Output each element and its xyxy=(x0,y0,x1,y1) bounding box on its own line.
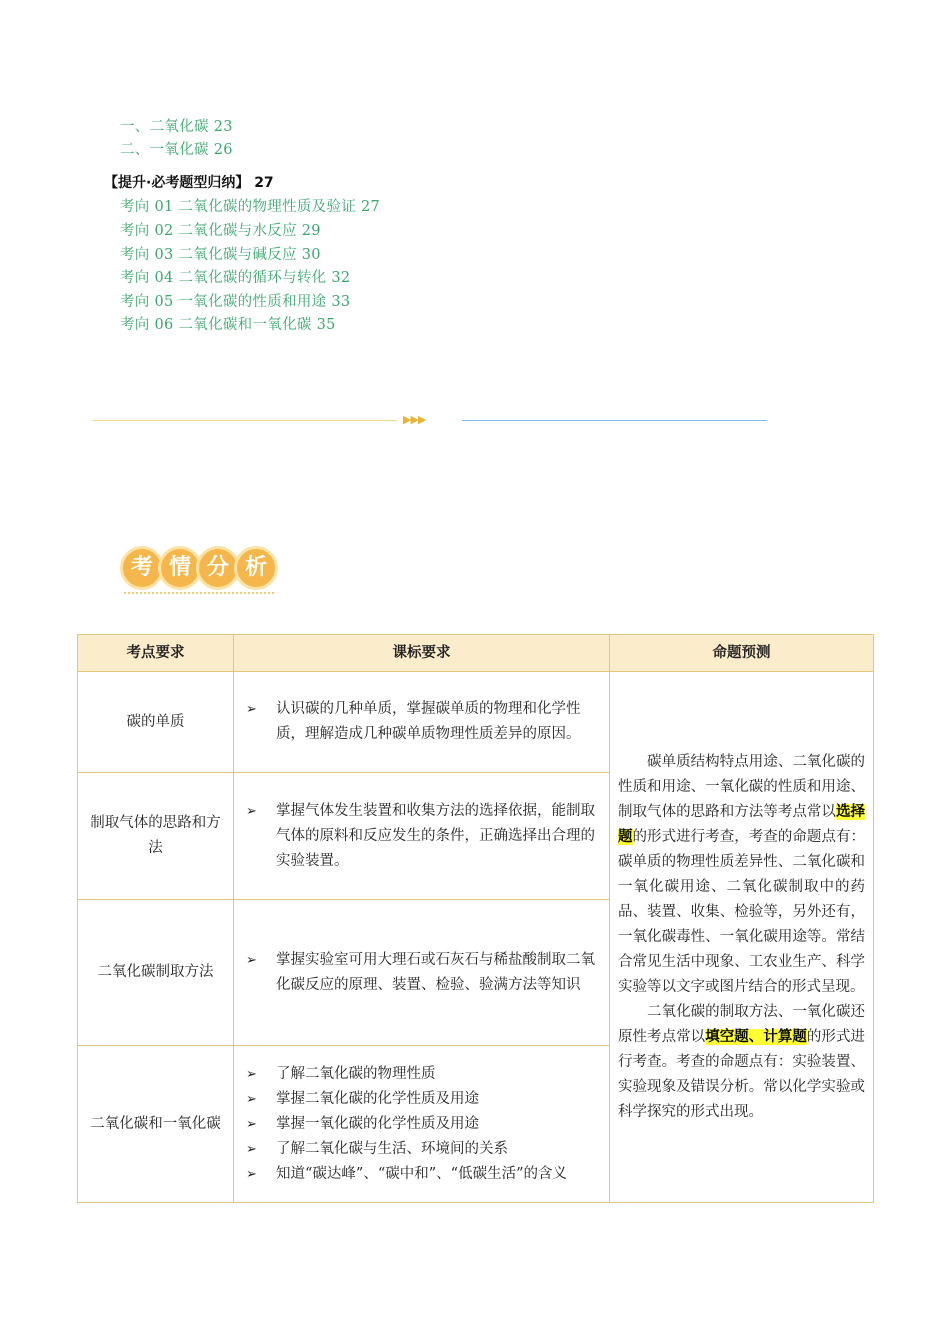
logo-char: 考 xyxy=(120,546,164,590)
table-row xyxy=(78,672,874,773)
requirement-item: ➢ 掌握实验室可用大理石或石灰石与稀盐酸制取二氧化碳反应的原理、装置、检验、验满方法等知识 xyxy=(240,948,597,998)
toc-direction[interactable]: 考向 04 二氧化碳的循环与转化 32 xyxy=(120,270,351,286)
highlight-calc: 计算题 xyxy=(763,1028,807,1045)
toc-section-heading[interactable]: 【提升·必考题型归纳】 27 xyxy=(104,175,274,191)
topic-cell: 制取气体的思路和方法 xyxy=(78,773,234,900)
divider-line-left xyxy=(92,420,397,421)
topic-cell: 二氧化碳制取方法 xyxy=(78,900,234,1046)
bullet-arrow-icon: ➢ xyxy=(246,1116,257,1132)
divider-line-right xyxy=(462,420,767,421)
requirement-cell xyxy=(234,672,610,773)
bullet-arrow-icon: ➢ xyxy=(246,1091,257,1107)
requirement-item: ➢ 认识碳的几种单质，掌握碳单质的物理和化学性质，理解造成几种碳单质物理性质差异的原因。 xyxy=(240,697,597,747)
requirement-item: ➢ 了解二氧化碳的物理性质 xyxy=(240,1062,597,1087)
requirement-cell xyxy=(234,900,610,1046)
divider-arrows-icon: ▶▶▶ xyxy=(403,413,426,426)
logo-char: 情 xyxy=(158,546,202,590)
logo-char: 析 xyxy=(234,546,278,590)
topic-cell: 碳的单质 xyxy=(78,672,234,773)
bullet-arrow-icon: ➢ xyxy=(246,803,257,819)
requirement-item: ➢ 掌握二氧化碳的化学性质及用途 xyxy=(240,1087,597,1112)
requirement-item: ➢ 掌握气体发生装置和收集方法的选择依据，能制取气体的原料和反应发生的条件，正确选择出合理的实验装置。 xyxy=(240,799,597,874)
bullet-arrow-icon: ➢ xyxy=(246,1066,257,1082)
requirement-item: ➢ 知道“碳达峰”、“碳中和”、“低碳生活”的含义 xyxy=(240,1162,597,1187)
highlight-fill: 填空题、 xyxy=(705,1028,764,1045)
bullet-arrow-icon: ➢ xyxy=(246,1166,257,1182)
analysis-table xyxy=(77,634,874,1203)
toc-direction[interactable]: 考向 05 一氧化碳的性质和用途 33 xyxy=(120,294,351,310)
bullet-arrow-icon: ➢ xyxy=(246,952,257,968)
toc-direction[interactable]: 考向 02 二氧化碳与水反应 29 xyxy=(120,223,321,239)
prediction-paragraph: 二氧化碳的制取方法、一氧化碳还原性考点常以填空题、计算题的形式进行考查。考查的命题点有：实验装置、实验现象及错误分析。常以化学实验或科学探究的形式出现。 xyxy=(618,1003,865,1120)
toc-direction[interactable]: 考向 06 二氧化碳和一氧化碳 35 xyxy=(120,317,336,333)
toc-direction[interactable]: 考向 01 二氧化碳的物理性质及验证 27 xyxy=(120,199,381,215)
prediction-paragraph: 碳单质结构特点用途、二氧化碳的性质和用途、一氧化碳的性质和用途、制取气体的思路和方法等考点常以选择题的形式进行考查，考查的命题点有：碳单质的物理性质差异性、二氧化碳和一氧化碳用途、二氧化碳制取中的药品、装置、收集、检验等，另外还有，一氧化碳毒性、一氧化碳用途等。常结合常见生活中现象、工农业生产、科学实验等以文字或图片结合的形式呈现。 xyxy=(618,753,865,995)
table-header-row xyxy=(78,635,874,672)
requirement-item: ➢ 掌握一氧化碳的化学性质及用途 xyxy=(240,1112,597,1137)
header-standard: 课标要求 xyxy=(234,635,610,672)
requirement-item: ➢ 了解二氧化碳与生活、环境间的关系 xyxy=(240,1137,597,1162)
header-prediction: 命题预测 xyxy=(610,635,874,672)
bullet-arrow-icon: ➢ xyxy=(246,1141,257,1157)
section-logo xyxy=(120,546,280,598)
bullet-arrow-icon: ➢ xyxy=(246,702,257,717)
toc-direction[interactable]: 考向 03 二氧化碳与碱反应 30 xyxy=(120,247,321,263)
requirement-cell xyxy=(234,773,610,900)
prediction-cell xyxy=(610,672,874,1203)
logo-char: 分 xyxy=(196,546,240,590)
toc-item[interactable]: 二、一氧化碳 26 xyxy=(120,142,233,158)
highlight-choice: 选择题 xyxy=(618,803,865,845)
topic-cell: 二氧化碳和一氧化碳 xyxy=(78,1046,234,1203)
requirement-cell xyxy=(234,1046,610,1203)
header-topic: 考点要求 xyxy=(78,635,234,672)
toc-item[interactable]: 一、二氧化碳 23 xyxy=(120,119,233,135)
logo-underline xyxy=(124,592,274,597)
